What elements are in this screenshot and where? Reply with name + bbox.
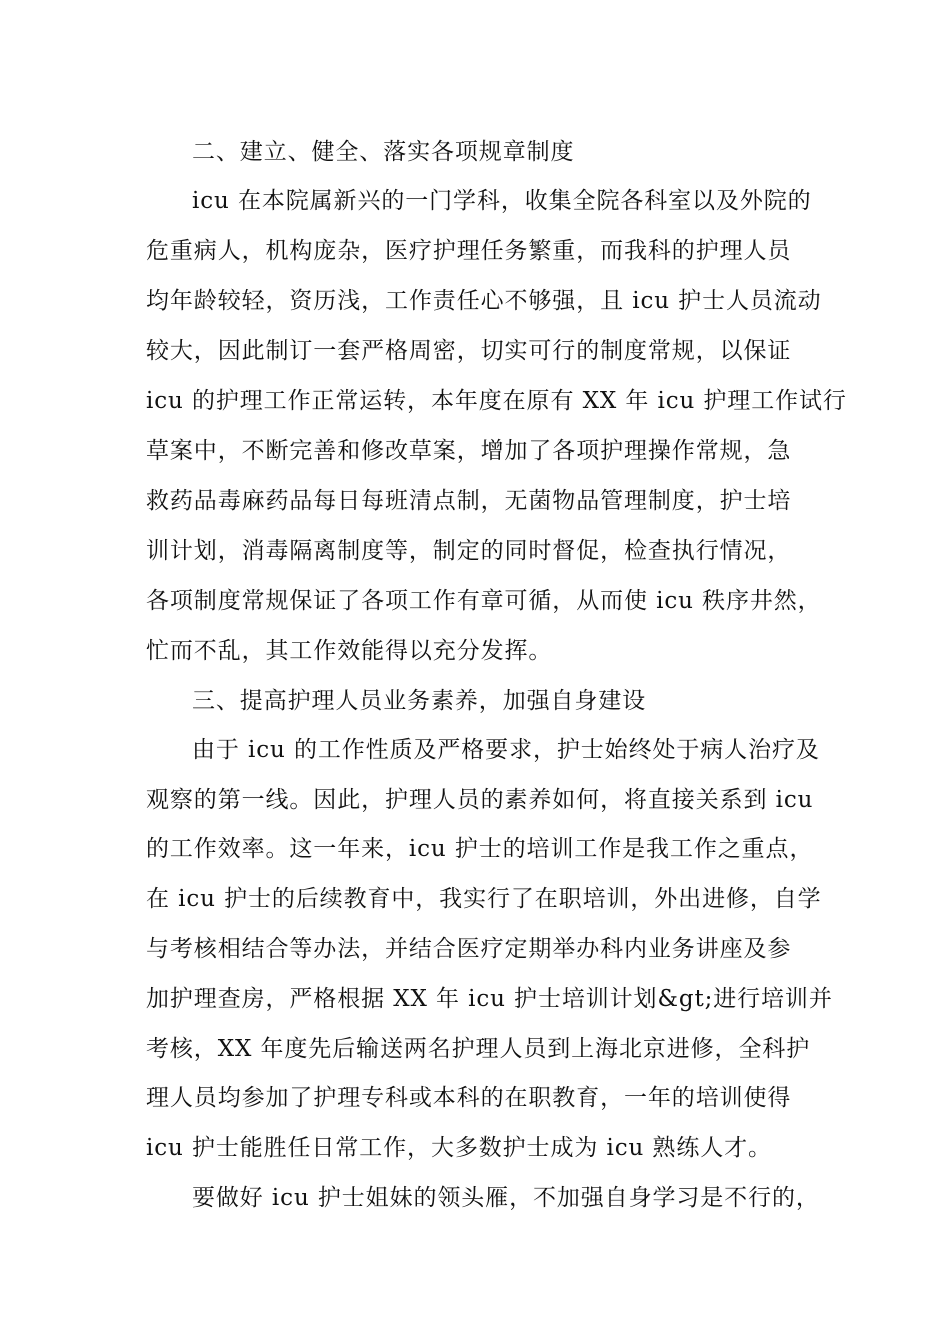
paragraph-line: 训计划，消毒隔离制度等，制定的同时督促，检查执行情况， <box>146 538 792 564</box>
paragraph-line: icu 护士能胜任日常工作，大多数护士成为 icu 熟练人才。 <box>146 1135 772 1161</box>
paragraph-line: 理人员均参加了护理专科或本科的在职教育，一年的培训使得 <box>146 1085 792 1111</box>
paragraph-line: 由于 icu 的工作性质及严格要求，护士始终处于病人治疗及 <box>192 737 820 763</box>
paragraph-line: 草案中，不断完善和修改草案，增加了各项护理操作常规，急 <box>146 438 792 464</box>
paragraph-line: icu 在本院属新兴的一门学科，收集全院各科室以及外院的 <box>192 188 812 214</box>
section-heading-3: 三、提高护理人员业务素养，加强自身建设 <box>192 688 647 714</box>
paragraph-line: 与考核相结合等办法，并结合医疗定期举办科内业务讲座及参 <box>146 936 792 962</box>
paragraph-line: 均年龄较轻，资历浅，工作责任心不够强，且 icu 护士人员流动 <box>146 288 822 314</box>
paragraph-line: 较大，因此制订一套严格周密，切实可行的制度常规，以保证 <box>146 338 792 364</box>
paragraph-line: 忙而不乱，其工作效能得以充分发挥。 <box>146 638 553 664</box>
paragraph-line: 各项制度常规保证了各项工作有章可循，从而使 icu 秩序井然， <box>146 588 822 614</box>
section-heading-2: 二、建立、健全、落实各项规章制度 <box>192 139 575 165</box>
paragraph-line: icu 的护理工作正常运转，本年度在原有 XX 年 icu 护理工作试行 <box>146 388 847 414</box>
paragraph-line: 在 icu 护士的后续教育中，我实行了在职培训，外出进修，自学 <box>146 886 822 912</box>
paragraph-line: 加护理查房，严格根据 XX 年 icu 护士培训计划&gt;进行培训并 <box>146 986 833 1012</box>
paragraph-line: 观察的第一线。因此，护理人员的素养如何，将直接关系到 icu <box>146 787 814 813</box>
paragraph-line: 救药品毒麻药品每日每班清点制，无菌物品管理制度，护士培 <box>146 488 792 514</box>
paragraph-line: 要做好 icu 护士姐妹的领头雁，不加强自身学习是不行的， <box>192 1185 820 1211</box>
paragraph-line: 危重病人，机构庞杂，医疗护理任务繁重，而我科的护理人员 <box>146 238 792 264</box>
paragraph-line: 的工作效率。这一年来，icu 护士的培训工作是我工作之重点， <box>146 836 814 862</box>
paragraph-line: 考核，XX 年度先后输送两名护理人员到上海北京进修，全科护 <box>146 1036 811 1062</box>
